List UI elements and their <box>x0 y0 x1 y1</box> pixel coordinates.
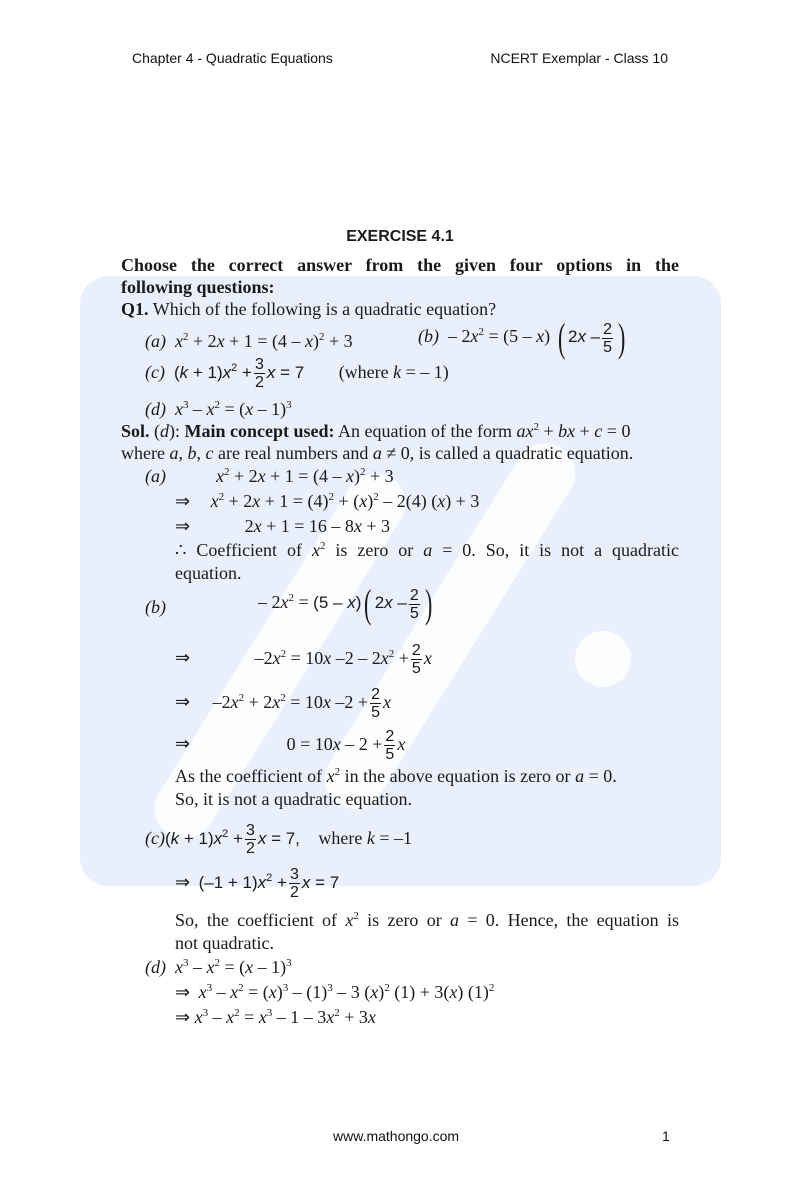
page-number: 1 <box>662 1128 670 1144</box>
part-b-conclusion-1: As the coefficient of $x^2$ in the above equation is zero or a = 0. <box>175 766 617 786</box>
option-label: (c) <box>145 361 165 382</box>
option-expr: $x^3 - x^2 = (x - 1)^3$ <box>175 399 292 419</box>
sol-answer: (d): <box>154 421 181 441</box>
part-d-step-3: ⇒ $x^3 - x^2 = x^3 - 1 - 3x^2 + 3x$ <box>175 1007 376 1027</box>
option-a <box>145 330 353 352</box>
part-b-label: (b) <box>145 597 166 617</box>
part-a-step-2: ⇒ $x^2 + 2x + 1 = (4)^2 + (x)^2 - 2(4) (x) + 3$ <box>175 491 480 511</box>
concept-label: Main concept used: <box>184 421 335 441</box>
website-link[interactable]: www.mathongo.com <box>333 1128 460 1144</box>
question-text: Which of the following is a quadratic equation? <box>152 299 497 319</box>
part-a-conclusion-2: equation. <box>175 563 242 583</box>
part-b-step-3: ⇒ $-2x^2 + 2x^2 = 10x$ –2 + $\frac{2}{5}$ x <box>175 686 391 721</box>
implies-icon: ⇒ <box>175 982 191 1002</box>
chapter-title: Chapter 4 - Quadratic Equations <box>132 50 333 66</box>
option-expr: – $2x^2 = (5 - x)$ ( 2x – $\frac{2}{5}$ ) <box>448 315 626 360</box>
implies-icon: ⇒ <box>175 647 191 668</box>
option-label: (d) <box>145 399 166 419</box>
exercise-title: EXERCISE 4.1 <box>346 228 454 245</box>
option-c <box>145 356 449 391</box>
part-c-conclusion-2: not quadratic. <box>175 933 274 953</box>
implies-icon: ⇒ <box>175 1007 191 1027</box>
part-b-step-1: – $2x^2 = (5 - x)$( 2x – $\frac{2}{5}$ ) <box>258 581 433 626</box>
concept-line-2: where a, b, c are real numbers and a ≠ 0, is called a quadratic equation. <box>121 443 634 463</box>
book-title: NCERT Exemplar - Class 10 <box>490 50 668 66</box>
solution-header: Sol. (d): Main concept used: An equation of the form $ax^2$ + bx + c = 0 <box>121 421 631 441</box>
option-label: (b) <box>418 326 439 347</box>
implies-icon: ⇒ <box>175 691 191 712</box>
question-1 <box>121 298 496 320</box>
part-a-conclusion-1: ∴ Coefficient of $x^2$ is zero or a = 0. So, it is not a quadratic <box>175 540 679 560</box>
part-c-conclusion-1: So, the coefficient of $x^2$ is zero or a = 0. Hence, the equation is <box>175 910 679 930</box>
part-d-step-1: (d) $x^3 - x^2 = (x - 1)^3$ <box>145 957 292 977</box>
part-c-step-1: $(c)(k + 1)x^2$ + $\frac{3}{2}$ x = 7, where k = –1 <box>145 822 413 857</box>
part-a-step-1: $x^2 + 2x + 1 = (4 - x)^2 + 3$ <box>216 466 394 486</box>
implies-icon: ⇒ <box>175 516 191 536</box>
part-b-step-4: ⇒ 0 = 10x – 2 + $\frac{2}{5}$ x <box>175 728 406 763</box>
part-c-step-2: ⇒ $(-1 + 1)x^2$ + $\frac{3}{2}$ x = 7 <box>175 866 340 901</box>
part-a-step-3: ⇒ 2x + 1 = 16 – 8x + 3 <box>175 516 391 536</box>
option-expr: $(k + 1)x^2$ + $\frac{3}{2}$ x = 7 <box>173 356 305 391</box>
part-b-conclusion-2: So, it is not a quadratic equation. <box>175 789 412 809</box>
option-label: (a) <box>145 331 166 351</box>
part-a-label: (a) <box>145 466 166 486</box>
instruction-line-1: Choose the correct answer from the given four options in the <box>121 255 679 275</box>
instruction-line-2: following questions: <box>121 277 275 297</box>
implies-icon: ⇒ <box>175 733 191 754</box>
sol-label: Sol. <box>121 421 150 441</box>
option-b <box>418 315 628 360</box>
implies-icon: ⇒ <box>175 871 191 892</box>
implies-icon: ⇒ <box>175 491 191 511</box>
part-b-step-2: ⇒ $-2x^2 = 10x$ $-2 - 2x^2$ + $\frac{2}{5}$ x <box>175 642 432 677</box>
question-number: Q1. <box>121 299 149 319</box>
part-d-step-2: ⇒ $x^3 - x^2 = (x)^3 - (1)^3 - 3$ $(x)^2$ (1) + 3(x) $(1)^2$ <box>175 982 495 1002</box>
option-d <box>145 398 292 420</box>
option-note: (where k = – 1) <box>338 361 449 382</box>
option-expr: $x^2 + 2x + 1 = (4 - x)^2 + 3$ <box>175 331 353 351</box>
